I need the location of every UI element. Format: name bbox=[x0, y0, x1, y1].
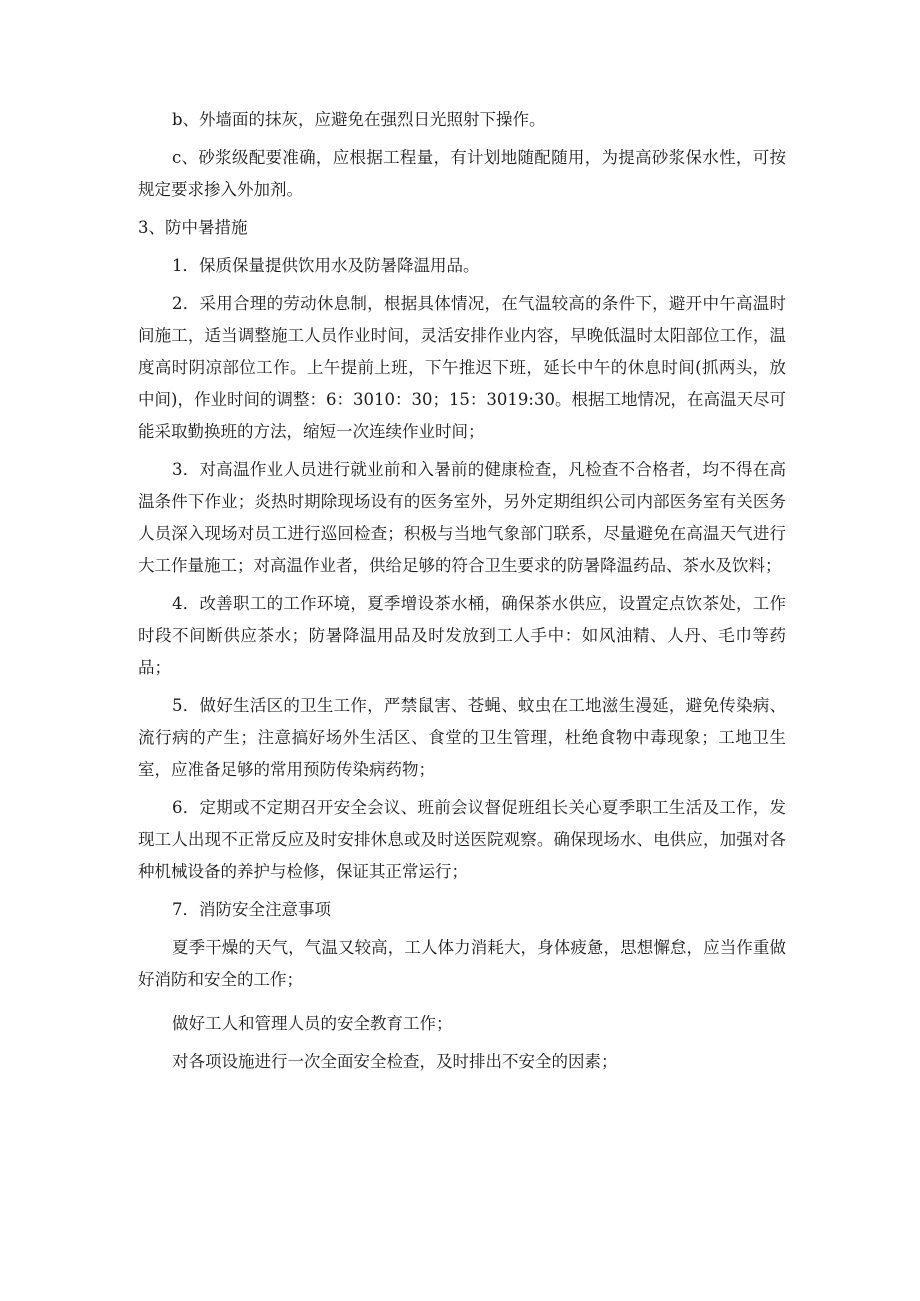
section-heading-heatstroke: 3、防中暑措施 bbox=[138, 218, 248, 237]
document-body bbox=[138, 104, 786, 1078]
paragraph-safety-education: 做好工人和管理人员的安全教育工作； bbox=[172, 1014, 453, 1033]
list-item-2: 2．采用合理的劳动休息制，根据具体情况，在气温较高的条件下，避开中午高温时间施工，适当调整施工人员作业时间，灵活安排作业内容，早晚低温时太阳部位工作，温度高时阴凉部位工作。上午提前上班，下午推迟下班，延长中午的休息时间(抓两头，放中间)，作业时间的调整：6：3010：30；15：3019:30。根据工地情况，在高温天尽可能采取勤换班的方法，缩短一次连续作业时间； bbox=[138, 294, 786, 441]
paragraph-summer-fire-safety: 夏季干燥的天气，气温又较高，工人体力消耗大，身体疲惫，思想懈怠，应当作重做好消防和安全的工作； bbox=[138, 938, 786, 989]
list-item-5: 5．做好生活区的卫生工作，严禁鼠害、苍蝇、蚊虫在工地滋生漫延，避免传染病、流行病的产生；注意搞好场外生活区、食堂的卫生管理，杜绝食物中毒现象；工地卫生室，应准备足够的常用预防传染病药物； bbox=[138, 696, 786, 779]
list-item-6: 6．定期或不定期召开安全会议、班前会议督促班组长关心夏季职工生活及工作，发现工人出现不正常反应及时安排休息或及时送医院观察。确保现场水、电供应，加强对各种机械设备的养护与检修，保证其正常运行； bbox=[138, 798, 786, 881]
list-item-3: 3．对高温作业人员进行就业前和入暑前的健康检查，凡检查不合格者，均不得在高温条件下作业；炎热时期除现场设有的医务室外，另外定期组织公司内部医务室有关医务人员深入现场对员工进行巡回检查；积极与当地气象部门联系，尽量避免在高温天气进行大工作量施工；对高温作业者，供给足够的符合卫生要求的防暑降温药品、茶水及饮料； bbox=[138, 460, 786, 575]
paragraph-plastering-sunlight: b、外墙面的抹灰，应避免在强烈日光照射下操作。 bbox=[172, 110, 546, 129]
paragraph-mortar-mix: c、砂浆级配要准确，应根据工程量，有计划地随配随用，为提高砂浆保水性，可按规定要求掺入外加剂。 bbox=[138, 148, 786, 199]
list-item-1: 1．保质保量提供饮用水及防暑降温用品。 bbox=[172, 256, 480, 275]
list-item-4: 4．改善职工的工作环境，夏季增设茶水桶，确保茶水供应，设置定点饮茶处，工作时段不间断供应茶水；防暑降温用品及时发放到工人手中：如风油精、人丹、毛巾等药品； bbox=[138, 594, 786, 677]
paragraph-facility-inspection: 对各项设施进行一次全面安全检查，及时排出不安全的因素； bbox=[172, 1052, 618, 1071]
list-item-7: 7．消防安全注意事项 bbox=[172, 900, 331, 919]
